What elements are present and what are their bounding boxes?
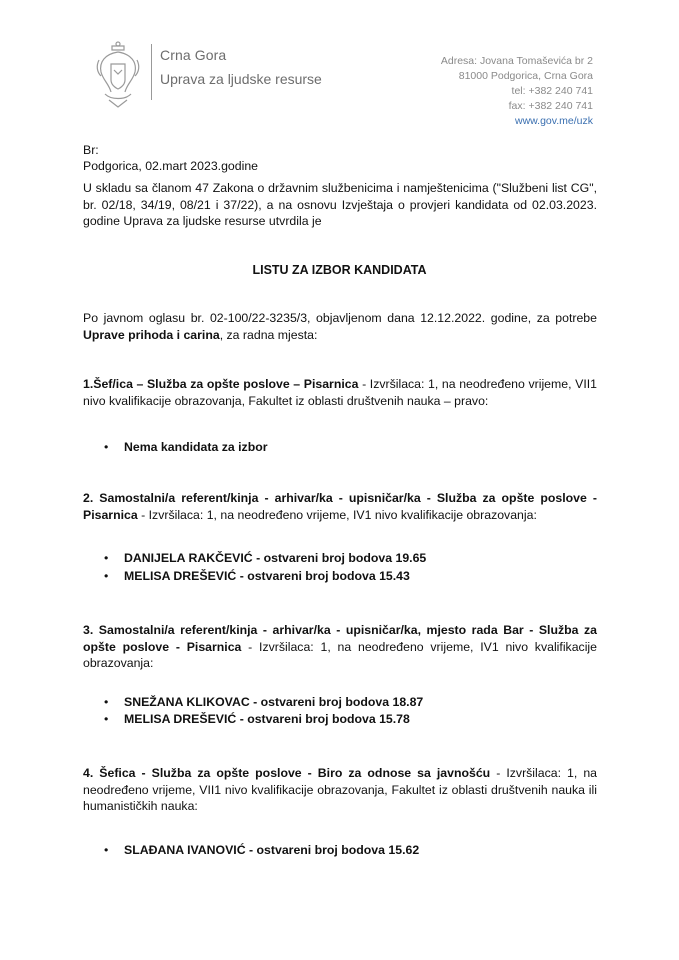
bullet-icon: • bbox=[104, 569, 109, 583]
website-link[interactable]: www.gov.me/uzk bbox=[515, 115, 593, 127]
bullet-icon: • bbox=[104, 551, 109, 565]
bullet-icon: • bbox=[104, 440, 109, 454]
position-2 bbox=[83, 490, 597, 523]
bullet-icon: • bbox=[104, 843, 109, 857]
position-3-heading: 3. Samostalni/a referent/kinja - arhivar/ka - upisničar/ka, mjesto rada Bar - Služba za opšte poslove - Pisarnica bbox=[83, 623, 597, 654]
candidate-item bbox=[104, 712, 410, 726]
candidate-text: Nema kandidata za izbor bbox=[124, 440, 268, 454]
document-date: Podgorica, 02.mart 2023.godine bbox=[83, 159, 259, 173]
address-block bbox=[441, 54, 593, 129]
position-4-heading: 4. Šefica - Služba za opšte poslove - Biro za odnose sa javnošću bbox=[83, 766, 491, 780]
candidate-text: MELISA DREŠEVIĆ - ostvareni broj bodova 15.43 bbox=[124, 569, 410, 583]
oglas-organization: Uprave prihoda i carina bbox=[83, 327, 220, 342]
position-1 bbox=[83, 376, 597, 409]
position-3-details: - Izvršilaca: 1, na neodređeno vrijeme, IV1 nivo kvalifikacije obrazovanja: bbox=[83, 639, 597, 670]
oglas-text: Po javnom oglasu br. 02-100/22-3235/3, objavljenom dana 12.12.2022. godine, za potrebe bbox=[83, 311, 597, 325]
intro-paragraph: U skladu sa članom 47 Zakona o državnim službenicima i namještenicima ("Službeni list CG", br. 02/18, 34/19, 08/21 i 37/22), a na osnovu Izvještaja o provjeri kandidata od 02.03.2023. godine Uprava za ljudske resurse utvrdila je bbox=[83, 181, 597, 228]
position-3 bbox=[83, 622, 597, 672]
position-1-heading: 1.Šef/ica – Služba za opšte poslove – Pisarnica bbox=[83, 377, 359, 391]
coat-of-arms-logo bbox=[95, 40, 141, 110]
position-1-details: - Izvršilaca: 1, na neodređeno vrijeme, VII1 nivo kvalifikacije obrazovanja, Fakultet iz oblasti društvenih nauka – pravo: bbox=[83, 377, 598, 408]
position-2-heading: 2. Samostalni/a referent/kinja - arhivar/ka - upisničar/ka - Služba za opšte poslove - Pisarnica bbox=[83, 491, 597, 522]
phone: tel: +382 240 741 bbox=[511, 85, 593, 97]
candidate-text: SLAĐANA IVANOVIĆ - ostvareni broj bodova 15.62 bbox=[124, 843, 420, 857]
bullet-icon: • bbox=[104, 695, 109, 709]
oglas-paragraph bbox=[83, 310, 597, 343]
org-country: Crna Gora bbox=[160, 47, 227, 63]
candidate-item bbox=[104, 843, 419, 857]
candidate-item bbox=[104, 440, 268, 454]
bullet-icon: • bbox=[104, 712, 109, 726]
position-2-details: - Izvršilaca: 1, na neodređeno vrijeme, IV1 nivo kvalifikacije obrazovanja: bbox=[137, 507, 537, 522]
address-city: 81000 Podgorica, Crna Gora bbox=[458, 70, 593, 82]
header-divider bbox=[151, 44, 152, 100]
candidate-item bbox=[104, 551, 426, 565]
address-street: Adresa: Jovana Tomaševića br 2 bbox=[440, 55, 593, 67]
position-4 bbox=[83, 765, 597, 815]
candidate-text: MELISA DREŠEVIĆ - ostvareni broj bodova 15.78 bbox=[124, 712, 410, 726]
candidate-item bbox=[104, 569, 410, 583]
candidate-text: SNEŽANA KLIKOVAC - ostvareni broj bodova 18.87 bbox=[124, 695, 424, 709]
reference-number: Br: bbox=[83, 143, 99, 157]
document-title: LISTU ZA IZBOR KANDIDATA bbox=[252, 263, 427, 277]
candidate-item bbox=[104, 695, 423, 709]
oglas-end: , za radna mjesta: bbox=[219, 327, 318, 342]
fax: fax: +382 240 741 bbox=[508, 100, 593, 112]
candidate-text: DANIJELA RAKČEVIĆ - ostvareni broj bodova 19.65 bbox=[124, 551, 427, 565]
position-4-details: - Izvršilaca: 1, na neodređeno vrijeme, VII1 nivo kvalifikacije obrazovanja, Fakultet iz oblasti društvenih nauka ili humanističkih nauka: bbox=[83, 766, 598, 813]
org-name: Uprava za ljudske resurse bbox=[160, 71, 322, 87]
